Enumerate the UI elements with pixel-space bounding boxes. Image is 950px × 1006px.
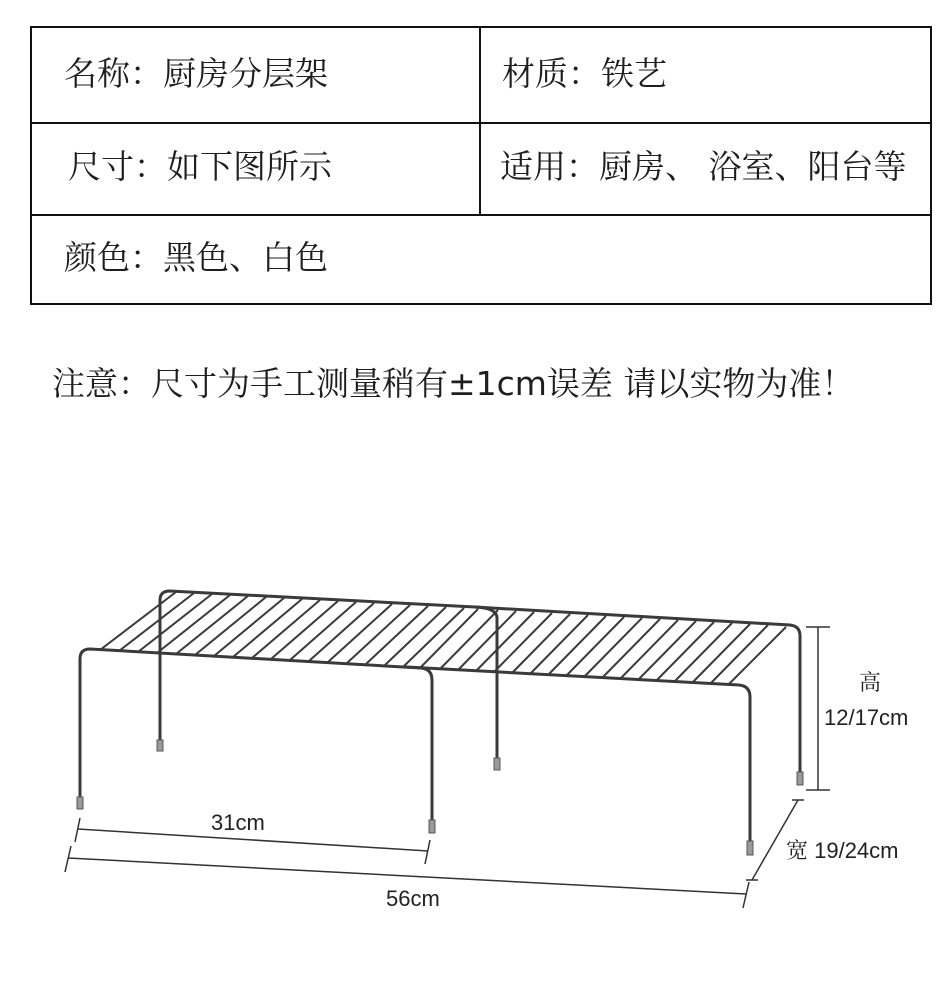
table-row-divider — [32, 214, 930, 216]
total-length-value: 56cm — [386, 886, 440, 911]
inner-length-value: 31cm — [211, 810, 265, 835]
measurement-notice: 注意：尺寸为手工测量稍有±1cm误差 请以实物为准！ — [52, 364, 855, 403]
spec-usage: 适用：厨房、 浴室、阳台等 — [500, 147, 907, 186]
spec-color: 颜色：黑色、白色 — [64, 238, 328, 277]
height-label: 高 — [859, 670, 882, 695]
spec-table — [30, 26, 932, 305]
table-column-divider — [479, 28, 481, 216]
shelf-diagram — [0, 560, 950, 940]
width-value: 宽 19/24cm — [786, 838, 899, 863]
spec-size: 尺寸：如下图所示 — [68, 147, 332, 186]
spec-name: 名称：厨房分层架 — [64, 54, 328, 93]
foot-caps — [77, 740, 803, 855]
height-value: 12/17cm — [824, 705, 909, 730]
spec-material: 材质：铁艺 — [502, 54, 667, 93]
table-row-divider — [32, 122, 930, 124]
